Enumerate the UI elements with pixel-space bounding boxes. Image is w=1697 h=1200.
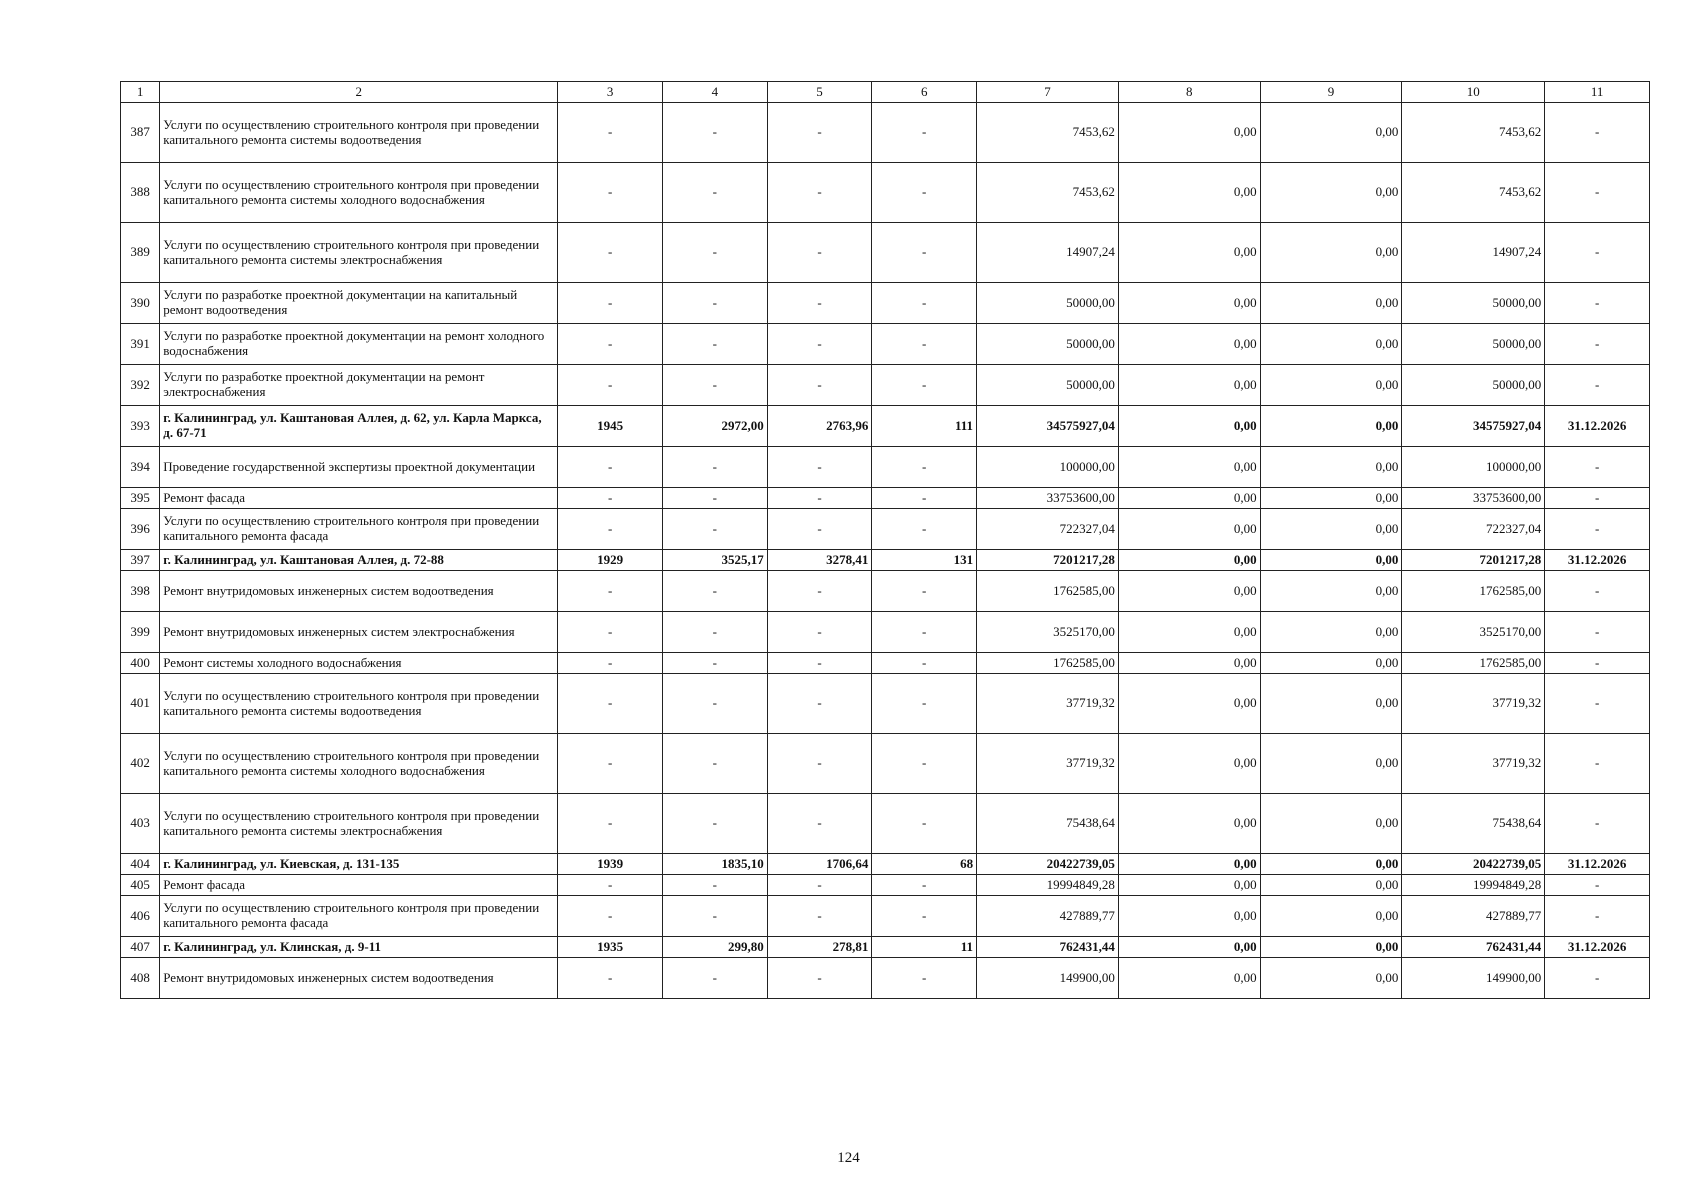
column-header: 6 <box>872 82 977 103</box>
cost-total-cell: 1762585,00 <box>977 653 1119 674</box>
column-header: 11 <box>1545 82 1650 103</box>
column-header: 10 <box>1402 82 1545 103</box>
deadline-cell: - <box>1545 653 1650 674</box>
cost-owners-cell: 1762585,00 <box>1402 571 1545 612</box>
cost-federal-cell: 0,00 <box>1118 550 1260 571</box>
description-cell: Ремонт фасада <box>160 875 558 896</box>
table-row <box>121 674 1650 734</box>
total-area-cell: - <box>663 447 768 488</box>
row-number-cell: 391 <box>121 324 160 365</box>
row-number-cell: 405 <box>121 875 160 896</box>
cost-total-cell: 722327,04 <box>977 509 1119 550</box>
deadline-cell: 31.12.2026 <box>1545 550 1650 571</box>
year-cell: - <box>558 283 663 324</box>
cost-owners-cell: 7453,62 <box>1402 103 1545 163</box>
cost-federal-cell: 0,00 <box>1118 103 1260 163</box>
cost-owners-cell: 149900,00 <box>1402 958 1545 999</box>
row-number-cell: 402 <box>121 734 160 794</box>
total-area-cell: 3525,17 <box>663 550 768 571</box>
residents-cell: - <box>872 674 977 734</box>
cost-total-cell: 50000,00 <box>977 365 1119 406</box>
cost-regional-cell: 0,00 <box>1260 103 1402 163</box>
cost-regional-cell: 0,00 <box>1260 875 1402 896</box>
description-cell: Услуги по осуществлению строительного контроля при проведении капитального ремонта системы холодного водоснабжения <box>160 734 558 794</box>
table-row <box>121 612 1650 653</box>
cost-owners-cell: 75438,64 <box>1402 794 1545 854</box>
cost-total-cell: 1762585,00 <box>977 571 1119 612</box>
year-cell: - <box>558 653 663 674</box>
total-area-cell: - <box>663 794 768 854</box>
cost-total-cell: 3525170,00 <box>977 612 1119 653</box>
cost-owners-cell: 37719,32 <box>1402 674 1545 734</box>
total-area-cell: - <box>663 509 768 550</box>
cost-owners-cell: 762431,44 <box>1402 937 1545 958</box>
cost-total-cell: 37719,32 <box>977 734 1119 794</box>
cost-federal-cell: 0,00 <box>1118 937 1260 958</box>
row-number-cell: 388 <box>121 163 160 223</box>
cost-owners-cell: 50000,00 <box>1402 324 1545 365</box>
row-number-cell: 389 <box>121 223 160 283</box>
table-row <box>121 163 1650 223</box>
cost-total-cell: 7453,62 <box>977 103 1119 163</box>
deadline-cell: - <box>1545 488 1650 509</box>
residents-cell: - <box>872 958 977 999</box>
table-row <box>121 365 1650 406</box>
row-number-cell: 393 <box>121 406 160 447</box>
row-number-cell: 407 <box>121 937 160 958</box>
row-number-cell: 398 <box>121 571 160 612</box>
deadline-cell: - <box>1545 163 1650 223</box>
total-area-cell: - <box>663 875 768 896</box>
table-row <box>121 488 1650 509</box>
cost-owners-cell: 50000,00 <box>1402 365 1545 406</box>
year-cell: - <box>558 223 663 283</box>
deadline-cell: - <box>1545 734 1650 794</box>
table-row <box>121 875 1650 896</box>
year-cell: - <box>558 734 663 794</box>
residents-cell: - <box>872 734 977 794</box>
row-number-cell: 406 <box>121 896 160 937</box>
table-row <box>121 509 1650 550</box>
total-area-cell: 2972,00 <box>663 406 768 447</box>
table-row <box>121 283 1650 324</box>
description-cell: Услуги по осуществлению строительного контроля при проведении капитального ремонта системы водоотведения <box>160 674 558 734</box>
living-area-cell: - <box>767 612 872 653</box>
deadline-cell: - <box>1545 958 1650 999</box>
description-cell: Услуги по разработке проектной документации на капитальный ремонт водоотведения <box>160 283 558 324</box>
cost-regional-cell: 0,00 <box>1260 734 1402 794</box>
total-area-cell: - <box>663 488 768 509</box>
description-cell: Ремонт фасада <box>160 488 558 509</box>
cost-owners-cell: 33753600,00 <box>1402 488 1545 509</box>
table-row <box>121 103 1650 163</box>
column-header: 3 <box>558 82 663 103</box>
living-area-cell: - <box>767 896 872 937</box>
column-header: 7 <box>977 82 1119 103</box>
total-area-cell: - <box>663 896 768 937</box>
cost-federal-cell: 0,00 <box>1118 365 1260 406</box>
residents-cell: - <box>872 653 977 674</box>
residents-cell: - <box>872 223 977 283</box>
cost-regional-cell: 0,00 <box>1260 854 1402 875</box>
description-cell: Ремонт системы холодного водоснабжения <box>160 653 558 674</box>
cost-federal-cell: 0,00 <box>1118 875 1260 896</box>
cost-owners-cell: 19994849,28 <box>1402 875 1545 896</box>
year-cell: - <box>558 958 663 999</box>
living-area-cell: - <box>767 447 872 488</box>
table-row <box>121 550 1650 571</box>
cost-federal-cell: 0,00 <box>1118 674 1260 734</box>
cost-owners-cell: 1762585,00 <box>1402 653 1545 674</box>
cost-federal-cell: 0,00 <box>1118 794 1260 854</box>
cost-regional-cell: 0,00 <box>1260 794 1402 854</box>
cost-owners-cell: 7453,62 <box>1402 163 1545 223</box>
cost-regional-cell: 0,00 <box>1260 447 1402 488</box>
deadline-cell: - <box>1545 223 1650 283</box>
total-area-cell: 1835,10 <box>663 854 768 875</box>
total-area-cell: - <box>663 163 768 223</box>
description-cell: Проведение государственной экспертизы проектной документации <box>160 447 558 488</box>
cost-total-cell: 20422739,05 <box>977 854 1119 875</box>
living-area-cell: 1706,64 <box>767 854 872 875</box>
total-area-cell: - <box>663 674 768 734</box>
column-header: 4 <box>663 82 768 103</box>
description-cell: Услуги по осуществлению строительного контроля при проведении капитального ремонта системы электроснабжения <box>160 794 558 854</box>
residents-cell: - <box>872 612 977 653</box>
deadline-cell: - <box>1545 896 1650 937</box>
residents-cell: 131 <box>872 550 977 571</box>
deadline-cell: - <box>1545 509 1650 550</box>
living-area-cell: - <box>767 488 872 509</box>
living-area-cell: - <box>767 571 872 612</box>
cost-owners-cell: 20422739,05 <box>1402 854 1545 875</box>
total-area-cell: - <box>663 223 768 283</box>
program-table <box>120 81 1650 999</box>
year-cell: - <box>558 365 663 406</box>
deadline-cell: - <box>1545 875 1650 896</box>
cost-total-cell: 37719,32 <box>977 674 1119 734</box>
total-area-cell: - <box>663 958 768 999</box>
cost-federal-cell: 0,00 <box>1118 734 1260 794</box>
deadline-cell: - <box>1545 794 1650 854</box>
cost-total-cell: 50000,00 <box>977 324 1119 365</box>
row-number-cell: 399 <box>121 612 160 653</box>
cost-owners-cell: 14907,24 <box>1402 223 1545 283</box>
cost-federal-cell: 0,00 <box>1118 509 1260 550</box>
cost-regional-cell: 0,00 <box>1260 674 1402 734</box>
year-cell: - <box>558 163 663 223</box>
cost-federal-cell: 0,00 <box>1118 612 1260 653</box>
deadline-cell: - <box>1545 324 1650 365</box>
table-row <box>121 937 1650 958</box>
table-row <box>121 447 1650 488</box>
table-row <box>121 958 1650 999</box>
row-number-cell: 387 <box>121 103 160 163</box>
row-number-cell: 404 <box>121 854 160 875</box>
table-row <box>121 324 1650 365</box>
living-area-cell: - <box>767 223 872 283</box>
total-area-cell: - <box>663 734 768 794</box>
living-area-cell: - <box>767 734 872 794</box>
living-area-cell: 278,81 <box>767 937 872 958</box>
residents-cell: - <box>872 365 977 406</box>
description-cell: г. Калининград, ул. Каштановая Аллея, д. 62, ул. Карла Маркса, д. 67-71 <box>160 406 558 447</box>
deadline-cell: - <box>1545 103 1650 163</box>
cost-federal-cell: 0,00 <box>1118 958 1260 999</box>
residents-cell: - <box>872 794 977 854</box>
residents-cell: - <box>872 509 977 550</box>
row-number-cell: 395 <box>121 488 160 509</box>
table-row <box>121 854 1650 875</box>
cost-owners-cell: 427889,77 <box>1402 896 1545 937</box>
table-row <box>121 896 1650 937</box>
cost-federal-cell: 0,00 <box>1118 163 1260 223</box>
cost-total-cell: 34575927,04 <box>977 406 1119 447</box>
year-cell: - <box>558 794 663 854</box>
description-cell: Услуги по осуществлению строительного контроля при проведении капитального ремонта системы водоотведения <box>160 103 558 163</box>
year-cell: - <box>558 571 663 612</box>
year-cell: - <box>558 509 663 550</box>
year-cell: - <box>558 447 663 488</box>
residents-cell: 68 <box>872 854 977 875</box>
cost-regional-cell: 0,00 <box>1260 223 1402 283</box>
living-area-cell: - <box>767 875 872 896</box>
description-cell: Ремонт внутридомовых инженерных систем электроснабжения <box>160 612 558 653</box>
living-area-cell: - <box>767 324 872 365</box>
cost-total-cell: 19994849,28 <box>977 875 1119 896</box>
cost-federal-cell: 0,00 <box>1118 406 1260 447</box>
residents-cell: - <box>872 896 977 937</box>
year-cell: - <box>558 612 663 653</box>
cost-federal-cell: 0,00 <box>1118 896 1260 937</box>
cost-regional-cell: 0,00 <box>1260 958 1402 999</box>
cost-regional-cell: 0,00 <box>1260 612 1402 653</box>
cost-regional-cell: 0,00 <box>1260 896 1402 937</box>
cost-owners-cell: 722327,04 <box>1402 509 1545 550</box>
cost-regional-cell: 0,00 <box>1260 509 1402 550</box>
cost-total-cell: 75438,64 <box>977 794 1119 854</box>
column-header: 9 <box>1260 82 1402 103</box>
deadline-cell: - <box>1545 612 1650 653</box>
row-number-cell: 390 <box>121 283 160 324</box>
total-area-cell: - <box>663 103 768 163</box>
cost-federal-cell: 0,00 <box>1118 653 1260 674</box>
living-area-cell: - <box>767 163 872 223</box>
total-area-cell: - <box>663 365 768 406</box>
cost-total-cell: 427889,77 <box>977 896 1119 937</box>
residents-cell: - <box>872 324 977 365</box>
cost-total-cell: 149900,00 <box>977 958 1119 999</box>
living-area-cell: - <box>767 958 872 999</box>
cost-regional-cell: 0,00 <box>1260 283 1402 324</box>
deadline-cell: - <box>1545 674 1650 734</box>
cost-federal-cell: 0,00 <box>1118 223 1260 283</box>
deadline-cell: - <box>1545 283 1650 324</box>
description-cell: г. Калининград, ул. Киевская, д. 131-135 <box>160 854 558 875</box>
cost-owners-cell: 100000,00 <box>1402 447 1545 488</box>
total-area-cell: - <box>663 612 768 653</box>
residents-cell: 111 <box>872 406 977 447</box>
table-row <box>121 653 1650 674</box>
living-area-cell: 3278,41 <box>767 550 872 571</box>
living-area-cell: - <box>767 674 872 734</box>
residents-cell: - <box>872 488 977 509</box>
residents-cell: 11 <box>872 937 977 958</box>
cost-regional-cell: 0,00 <box>1260 937 1402 958</box>
row-number-cell: 401 <box>121 674 160 734</box>
year-cell: - <box>558 103 663 163</box>
row-number-cell: 397 <box>121 550 160 571</box>
cost-total-cell: 100000,00 <box>977 447 1119 488</box>
deadline-cell: - <box>1545 365 1650 406</box>
cost-federal-cell: 0,00 <box>1118 447 1260 488</box>
year-cell: - <box>558 324 663 365</box>
deadline-cell: - <box>1545 447 1650 488</box>
residents-cell: - <box>872 571 977 612</box>
cost-total-cell: 7453,62 <box>977 163 1119 223</box>
living-area-cell: - <box>767 653 872 674</box>
cost-regional-cell: 0,00 <box>1260 488 1402 509</box>
living-area-cell: - <box>767 365 872 406</box>
table-row <box>121 571 1650 612</box>
table-body <box>121 103 1650 999</box>
cost-federal-cell: 0,00 <box>1118 571 1260 612</box>
row-number-cell: 394 <box>121 447 160 488</box>
deadline-cell: 31.12.2026 <box>1545 937 1650 958</box>
deadline-cell: 31.12.2026 <box>1545 854 1650 875</box>
row-number-cell: 400 <box>121 653 160 674</box>
cost-regional-cell: 0,00 <box>1260 550 1402 571</box>
cost-owners-cell: 37719,32 <box>1402 734 1545 794</box>
year-cell: - <box>558 674 663 734</box>
column-header: 5 <box>767 82 872 103</box>
deadline-cell: - <box>1545 571 1650 612</box>
deadline-cell: 31.12.2026 <box>1545 406 1650 447</box>
cost-federal-cell: 0,00 <box>1118 854 1260 875</box>
table-row <box>121 223 1650 283</box>
total-area-cell: - <box>663 653 768 674</box>
table-row <box>121 794 1650 854</box>
year-cell: - <box>558 488 663 509</box>
column-header: 2 <box>160 82 558 103</box>
description-cell: Услуги по осуществлению строительного контроля при проведении капитального ремонта системы электроснабжения <box>160 223 558 283</box>
column-number-row <box>121 82 1650 103</box>
column-header: 1 <box>121 82 160 103</box>
table-row <box>121 734 1650 794</box>
living-area-cell: - <box>767 103 872 163</box>
living-area-cell: - <box>767 509 872 550</box>
description-cell: Услуги по разработке проектной документации на ремонт холодного водоснабжения <box>160 324 558 365</box>
year-cell: - <box>558 896 663 937</box>
year-cell: 1945 <box>558 406 663 447</box>
cost-total-cell: 762431,44 <box>977 937 1119 958</box>
cost-federal-cell: 0,00 <box>1118 488 1260 509</box>
cost-regional-cell: 0,00 <box>1260 571 1402 612</box>
description-cell: Услуги по осуществлению строительного контроля при проведении капитального ремонта фасада <box>160 509 558 550</box>
cost-owners-cell: 3525170,00 <box>1402 612 1545 653</box>
description-cell: г. Калининград, ул. Каштановая Аллея, д. 72-88 <box>160 550 558 571</box>
cost-total-cell: 33753600,00 <box>977 488 1119 509</box>
description-cell: г. Калининград, ул. Клинская, д. 9-11 <box>160 937 558 958</box>
total-area-cell: 299,80 <box>663 937 768 958</box>
row-number-cell: 392 <box>121 365 160 406</box>
year-cell: 1935 <box>558 937 663 958</box>
cost-federal-cell: 0,00 <box>1118 283 1260 324</box>
row-number-cell: 403 <box>121 794 160 854</box>
residents-cell: - <box>872 103 977 163</box>
total-area-cell: - <box>663 571 768 612</box>
description-cell: Ремонт внутридомовых инженерных систем водоотведения <box>160 958 558 999</box>
cost-regional-cell: 0,00 <box>1260 406 1402 447</box>
row-number-cell: 396 <box>121 509 160 550</box>
description-cell: Услуги по осуществлению строительного контроля при проведении капитального ремонта системы холодного водоснабжения <box>160 163 558 223</box>
living-area-cell: - <box>767 283 872 324</box>
residents-cell: - <box>872 283 977 324</box>
table-row <box>121 406 1650 447</box>
living-area-cell: 2763,96 <box>767 406 872 447</box>
year-cell: 1939 <box>558 854 663 875</box>
total-area-cell: - <box>663 324 768 365</box>
year-cell: 1929 <box>558 550 663 571</box>
cost-total-cell: 7201217,28 <box>977 550 1119 571</box>
description-cell: Услуги по осуществлению строительного контроля при проведении капитального ремонта фасада <box>160 896 558 937</box>
cost-federal-cell: 0,00 <box>1118 324 1260 365</box>
living-area-cell: - <box>767 794 872 854</box>
year-cell: - <box>558 875 663 896</box>
description-cell: Ремонт внутридомовых инженерных систем водоотведения <box>160 571 558 612</box>
cost-total-cell: 50000,00 <box>977 283 1119 324</box>
cost-regional-cell: 0,00 <box>1260 163 1402 223</box>
residents-cell: - <box>872 875 977 896</box>
cost-owners-cell: 34575927,04 <box>1402 406 1545 447</box>
page-number: 124 <box>837 1150 860 1166</box>
cost-owners-cell: 7201217,28 <box>1402 550 1545 571</box>
cost-regional-cell: 0,00 <box>1260 653 1402 674</box>
cost-total-cell: 14907,24 <box>977 223 1119 283</box>
cost-owners-cell: 50000,00 <box>1402 283 1545 324</box>
residents-cell: - <box>872 447 977 488</box>
residents-cell: - <box>872 163 977 223</box>
total-area-cell: - <box>663 283 768 324</box>
cost-regional-cell: 0,00 <box>1260 365 1402 406</box>
row-number-cell: 408 <box>121 958 160 999</box>
cost-regional-cell: 0,00 <box>1260 324 1402 365</box>
column-header: 8 <box>1118 82 1260 103</box>
description-cell: Услуги по разработке проектной документации на ремонт электроснабжения <box>160 365 558 406</box>
